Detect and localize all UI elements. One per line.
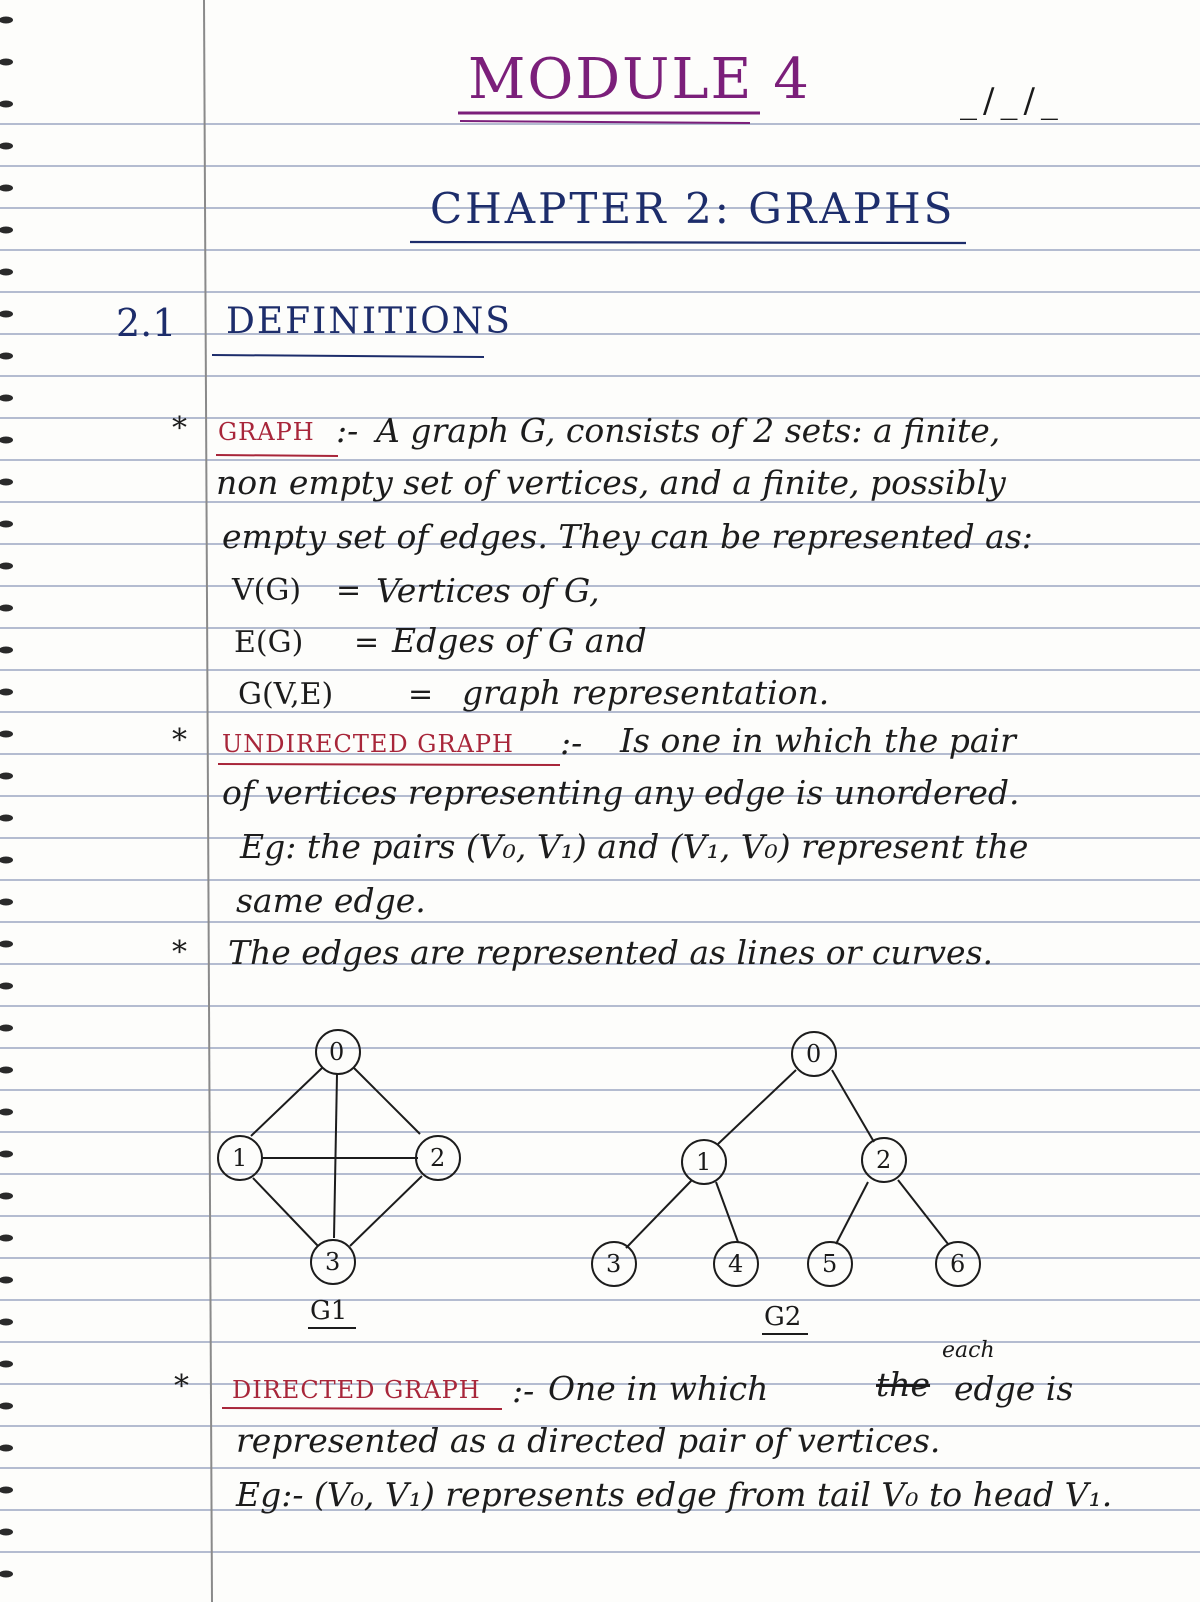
graph-line-1: A graph G, consists of 2 sets: a finite, bbox=[376, 411, 1001, 450]
undirected-line-2: of vertices representing any edge is unordered. bbox=[222, 773, 1020, 812]
graph-line-2: non empty set of vertices, and a finite, possibly bbox=[216, 463, 1006, 502]
directed-line-1b: edge is bbox=[954, 1369, 1074, 1408]
module-title: MODULE 4 bbox=[468, 47, 811, 112]
directed-line-1a: One in which bbox=[548, 1369, 769, 1408]
directed-line-2: represented as a directed pair of vertices. bbox=[236, 1421, 941, 1460]
g2-node-4-label: 4 bbox=[728, 1250, 744, 1278]
sep-directed: :- bbox=[512, 1371, 535, 1410]
vg-rhs: Vertices of G, bbox=[376, 571, 600, 610]
eg-rhs: Edges of G and bbox=[392, 621, 647, 660]
g1-node-1-label: 1 bbox=[232, 1144, 248, 1172]
undirected-term-underline bbox=[218, 764, 560, 765]
term-directed: DIRECTED GRAPH bbox=[232, 1376, 481, 1404]
vg-eq: = bbox=[336, 573, 362, 608]
chapter-title: CHAPTER 2: GRAPHS bbox=[430, 184, 956, 233]
g2-node-5-label: 5 bbox=[822, 1250, 838, 1278]
bullet-graph: * bbox=[172, 411, 187, 446]
bullet-edges: * bbox=[172, 935, 187, 970]
sep-undirected: :- bbox=[560, 723, 583, 762]
directed-term-underline bbox=[222, 1408, 502, 1409]
eg-eq: = bbox=[354, 625, 380, 660]
g1-node-0-label: 0 bbox=[329, 1038, 345, 1066]
g2-node-1-label: 1 bbox=[696, 1148, 712, 1176]
g1-node-2-label: 2 bbox=[430, 1144, 446, 1172]
undirected-line-1: Is one in which the pair bbox=[620, 721, 1016, 760]
section-number: 2.1 bbox=[116, 301, 177, 345]
term-undirected: UNDIRECTED GRAPH bbox=[222, 730, 514, 758]
bullet-directed: * bbox=[174, 1369, 189, 1404]
undirected-line-4: same edge. bbox=[236, 881, 426, 920]
chapter-underline bbox=[410, 242, 966, 243]
section-title: DEFINITIONS bbox=[226, 301, 512, 342]
g2-node-2-label: 2 bbox=[876, 1146, 892, 1174]
gve-rhs: graph representation. bbox=[462, 673, 830, 712]
graph-line-3: empty set of edges. They can be represented as: bbox=[222, 517, 1033, 556]
gve-lhs: G(V,E) bbox=[238, 677, 334, 712]
g1-node-3-label: 3 bbox=[325, 1248, 341, 1276]
sep-graph: :- bbox=[336, 411, 359, 450]
directed-line-1-insert: each bbox=[942, 1338, 995, 1363]
date-placeholder: _/_/_ bbox=[960, 81, 1064, 121]
g2-node-6-label: 6 bbox=[950, 1250, 966, 1278]
edges-note-text: The edges are represented as lines or curves. bbox=[228, 933, 993, 972]
g2-label: G2 bbox=[764, 1302, 802, 1332]
gve-eq: = bbox=[408, 677, 434, 712]
g2-node-0-label: 0 bbox=[806, 1040, 822, 1068]
g1-label: G1 bbox=[310, 1296, 348, 1326]
graph-term-underline bbox=[216, 455, 338, 456]
term-graph: GRAPH bbox=[218, 418, 315, 446]
bullet-undirected: * bbox=[172, 723, 187, 758]
undirected-line-3: Eg: the pairs (V₀, V₁) and (V₁, V₀) represent the bbox=[240, 827, 1029, 866]
directed-line-1-struck: the bbox=[876, 1365, 931, 1404]
g2-node-3-label: 3 bbox=[606, 1250, 622, 1278]
vg-lhs: V(G) bbox=[232, 573, 302, 608]
eg-lhs: E(G) bbox=[234, 625, 304, 660]
directed-line-3: Eg:- (V₀, V₁) represents edge from tail V₀ to head V₁. bbox=[236, 1475, 1113, 1514]
